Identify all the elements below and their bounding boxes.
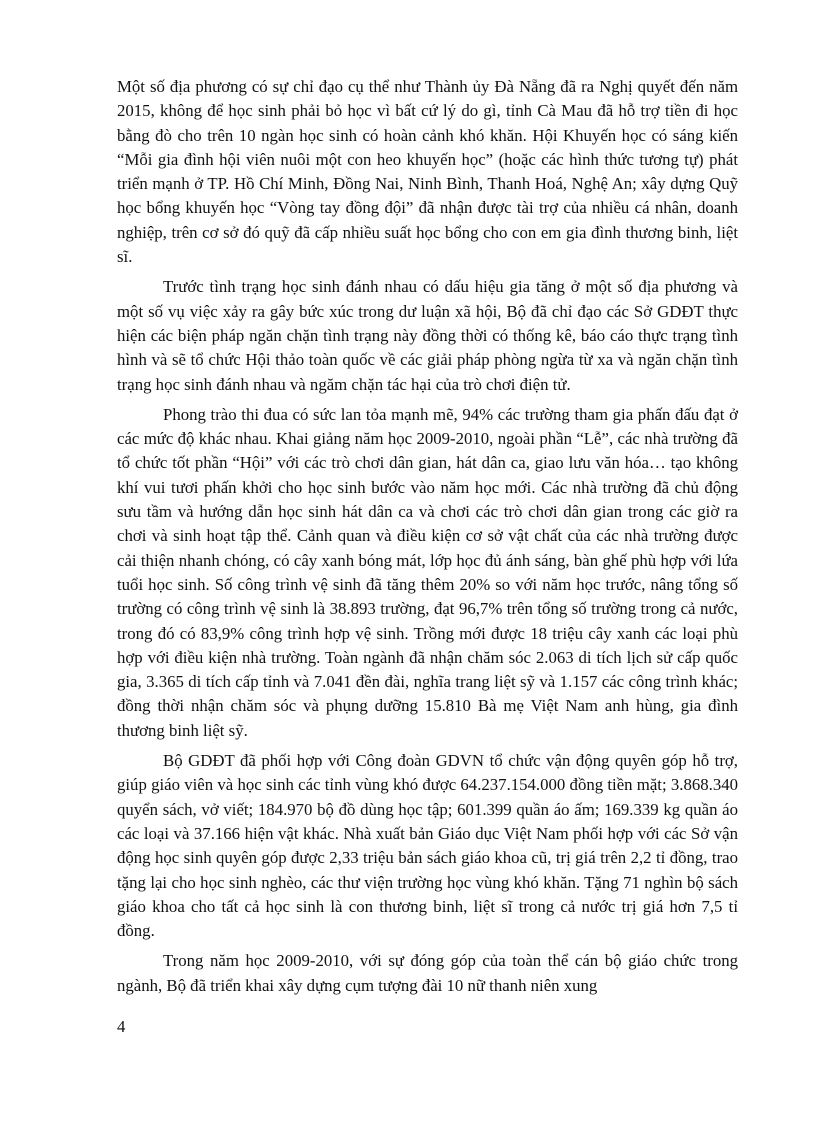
page-content: [117, 75, 738, 998]
paragraph-student-violence: Trước tình trạng học sinh đánh nhau có dấu hiệu gia tăng ở một số địa phương và một số vụ việc xảy ra gây bức xúc trong dư luận xã hội, Bộ đã chỉ đạo các Sở GDĐT thực hiện các biện pháp ngăn chặn tình trạng này đồng thời có thống kê, báo cáo thực trạng tình hình và sẽ tổ chức Hội thảo toàn quốc về các giải pháp phòng ngừa từ xa và ngăn chặn tình trạng học sinh đánh nhau và ngăm chặn tác hại của trò chơi điện tử.: [117, 277, 738, 394]
paragraph-donations: Bộ GDĐT đã phối hợp với Công đoàn GDVN tổ chức vận động quyên góp hỗ trợ, giúp giáo viên và học sinh các tỉnh vùng khó được 64.237.154.000 đồng tiền mặt; 3.868.340 quyển sách, vở viết; 184.970 bộ đồ dùng học tập; 601.399 quần áo ấm; 169.339 kg quần áo các loại và 37.166 hiện vật khác. Nhà xuất bản Giáo dục Việt Nam phối hợp với các Sở vận động học sinh quyên góp được 2,33 triệu bản sách giáo khoa cũ, trị giá trên 2,2 tỉ đồng, trao tặng lại cho học sinh nghèo, các thư viện trường học vùng khó khăn. Tặng 71 nghìn bộ sách giáo khoa cho tất cả học sinh là con thương binh, liệt sĩ trong cả nước trị giá hơn 7,5 tỉ đồng.: [117, 751, 738, 941]
page-number: 4: [117, 1017, 126, 1036]
paragraph-school-year: Trong năm học 2009-2010, với sự đóng góp của toàn thể cán bộ giáo chức trong ngành, Bộ đã triển khai xây dựng cụm tượng đài 10 nữ thanh niên xung: [117, 951, 738, 995]
paragraph-local-initiatives: Một số địa phương có sự chỉ đạo cụ thể như Thành ủy Đà Nẵng đã ra Nghị quyết đến năm 2015, không để học sinh phải bỏ học vì bất cứ lý do gì, tỉnh Cà Mau đã hỗ trợ tiền đi học bằng đò cho trên 10 ngàn học sinh có hoàn cảnh khó khăn. Hội Khuyến học có sáng kiến “Mỗi gia đình hội viên nuôi một con heo khuyến học” (hoặc các hình thức tương tự) phát triển mạnh ở TP. Hồ Chí Minh, Đồng Nai, Ninh Bình, Thanh Hoá, Nghệ An; xây dựng Quỹ học bổng khuyến học “Vòng tay đồng đội” đã nhận được tài trợ của nhiều cá nhân, doanh nghiệp, trên cơ sở đó quỹ đã cấp nhiều suất học bổng cho con em gia đình thương binh, liệt sĩ.: [117, 77, 738, 267]
paragraph-emulation-movement: Phong trào thi đua có sức lan tỏa mạnh mẽ, 94% các trường tham gia phấn đấu đạt ở các mức độ khác nhau. Khai giảng năm học 2009-2010, ngoài phần “Lễ”, các nhà trường đã tổ chức tốt phần “Hội” với các trò chơi dân gian, hát dân ca, giao lưu văn hóa… tạo không khí vui tươi phấn khởi cho học sinh bước vào năm học mới. Các nhà trường đã chủ động sưu tầm và hướng dẫn học sinh hát dân ca và chơi các trò chơi dân gian trong các giờ ra chơi và sinh hoạt tập thể. Cảnh quan và điều kiện cơ sở vật chất của các nhà trường được cải thiện nhanh chóng, có cây xanh bóng mát, lớp học đủ ánh sáng, bàn ghế phù hợp với lứa tuổi học sinh. Số công trình vệ sinh đã tăng thêm 20% so với năm học trước, nâng tổng số trường có công trình vệ sinh là 38.893 trường, đạt 96,7% trên tổng số trường trong cả nước, trong đó có 83,9% công trình hợp vệ sinh. Trồng mới được 18 triệu cây xanh các loại phù hợp với điều kiện nhà trường. Toàn ngành đã nhận chăm sóc 2.063 di tích lịch sử cấp quốc gia, 3.365 di tích cấp tỉnh và 7.041 đền đài, nghĩa trang liệt sỹ và 1.157 các công trình khác; đồng thời nhận chăm sóc và phụng dưỡng 15.810 Bà mẹ Việt Nam anh hùng, gia đình thương binh liệt sỹ.: [117, 404, 738, 740]
